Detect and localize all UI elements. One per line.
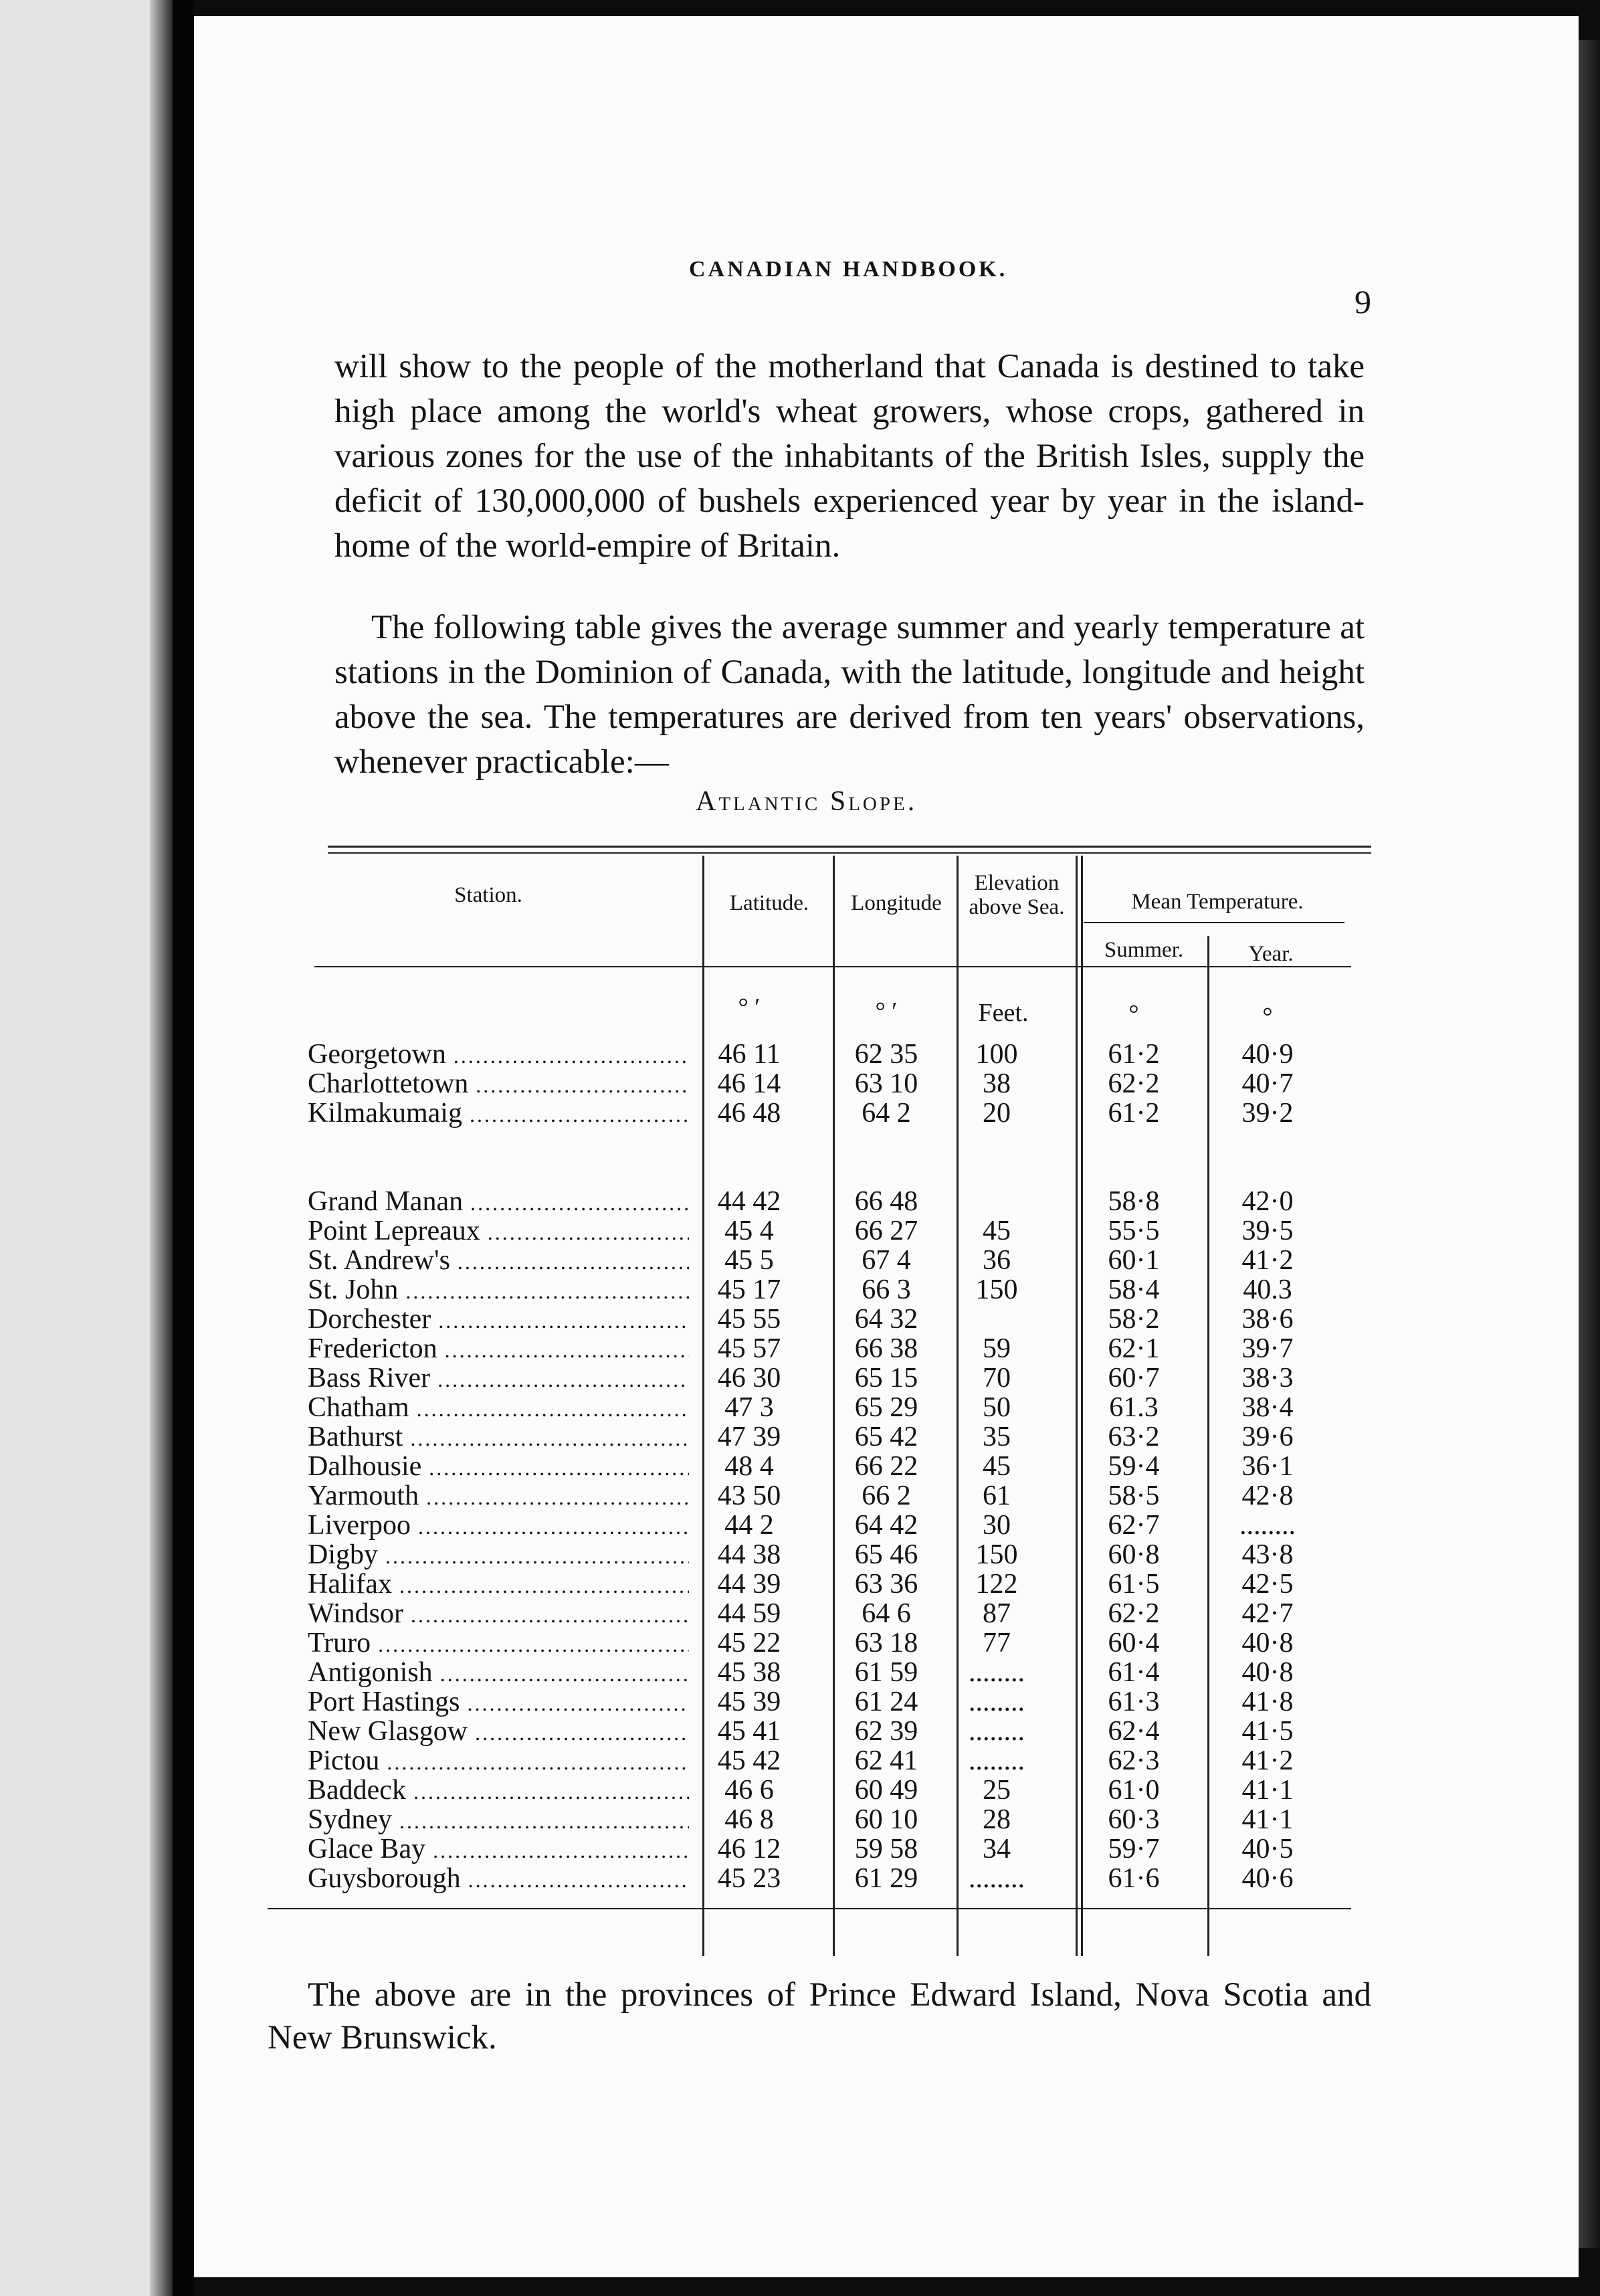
summer-temp-cell: 59·4 bbox=[1108, 1451, 1160, 1482]
station-name: Antigonish ..... bbox=[308, 1658, 689, 1689]
table-row bbox=[194, 1540, 1579, 1569]
elevation-cell: 45 bbox=[983, 1216, 1011, 1246]
latitude-cell: 45 23 bbox=[717, 1863, 781, 1894]
elevation-cell: ........ bbox=[969, 1657, 1025, 1688]
station-name: Chatham ..... bbox=[308, 1393, 689, 1424]
latitude-cell: 47 3 bbox=[724, 1392, 774, 1423]
year-temp-cell: 40·8 bbox=[1241, 1657, 1294, 1688]
latitude-cell: 46 48 bbox=[717, 1098, 781, 1129]
table-row bbox=[194, 1363, 1579, 1393]
elevation-cell: 100 bbox=[975, 1039, 1018, 1070]
latitude-cell: 45 4 bbox=[724, 1216, 774, 1246]
year-temp-cell: 42·0 bbox=[1241, 1186, 1294, 1217]
longitude-cell: 61 29 bbox=[854, 1863, 918, 1894]
table-row bbox=[194, 1569, 1579, 1599]
year-temp-cell: 40·5 bbox=[1241, 1834, 1294, 1864]
year-temp-cell: 41·5 bbox=[1241, 1716, 1294, 1747]
summer-temp-cell: 61·0 bbox=[1108, 1775, 1160, 1806]
year-temp-cell: 40·6 bbox=[1241, 1863, 1294, 1894]
year-temp-cell: 39·2 bbox=[1241, 1098, 1294, 1129]
station-name: Guysborough ..... bbox=[308, 1864, 689, 1895]
station-name: Truro ..... bbox=[308, 1628, 689, 1659]
table-row bbox=[194, 1776, 1579, 1805]
header-longitude: Longitude bbox=[851, 891, 942, 915]
latitude-cell: 46 8 bbox=[724, 1804, 774, 1835]
summer-temp-cell: 61·2 bbox=[1108, 1039, 1160, 1070]
longitude-cell: 60 49 bbox=[854, 1775, 918, 1806]
latitude-cell: 46 14 bbox=[717, 1068, 781, 1099]
elevation-cell: 61 bbox=[983, 1480, 1011, 1511]
adjacent-page-edge bbox=[0, 0, 173, 2296]
longitude-cell: 65 15 bbox=[854, 1363, 918, 1394]
year-temp-cell: 41·2 bbox=[1241, 1745, 1294, 1776]
elevation-cell: 36 bbox=[983, 1245, 1011, 1276]
longitude-cell: 65 29 bbox=[854, 1392, 918, 1423]
longitude-cell: 66 27 bbox=[854, 1216, 918, 1246]
table-row bbox=[194, 1187, 1579, 1216]
longitude-cell: 64 42 bbox=[854, 1510, 918, 1541]
summer-temp-cell: 61·5 bbox=[1108, 1569, 1160, 1600]
latitude-cell: 45 39 bbox=[717, 1687, 781, 1717]
year-temp-cell: 40·8 bbox=[1241, 1628, 1294, 1658]
year-temp-cell: 41·8 bbox=[1241, 1687, 1294, 1717]
elevation-cell: 34 bbox=[983, 1834, 1011, 1864]
elevation-cell: 150 bbox=[975, 1274, 1018, 1305]
header-year: Year. bbox=[1248, 942, 1294, 966]
table-row bbox=[194, 1628, 1579, 1658]
latitude-cell: 47 39 bbox=[717, 1422, 781, 1452]
header-summer: Summer. bbox=[1104, 938, 1184, 962]
summer-temp-cell: 62·2 bbox=[1108, 1068, 1160, 1099]
longitude-cell: 63 10 bbox=[854, 1068, 918, 1099]
summer-temp-cell: 55·5 bbox=[1108, 1216, 1160, 1246]
latitude-cell: 46 12 bbox=[717, 1834, 781, 1864]
station-name: Digby ..... bbox=[308, 1540, 689, 1571]
latitude-cell: 45 41 bbox=[717, 1716, 781, 1747]
summer-temp-cell: 59·7 bbox=[1108, 1834, 1160, 1864]
elevation-cell: 25 bbox=[983, 1775, 1011, 1806]
unit-longitude: ° ′ bbox=[875, 997, 898, 1026]
year-temp-cell: 39·7 bbox=[1241, 1333, 1294, 1364]
table-row bbox=[194, 1864, 1579, 1893]
station-name: Baddeck ..... bbox=[308, 1776, 689, 1806]
year-temp-cell: 42·8 bbox=[1241, 1480, 1294, 1511]
summer-temp-cell: 62·3 bbox=[1108, 1745, 1160, 1776]
latitude-cell: 45 5 bbox=[724, 1245, 774, 1276]
latitude-cell: 45 57 bbox=[717, 1333, 781, 1364]
table-row bbox=[194, 1805, 1579, 1834]
latitude-cell: 44 2 bbox=[724, 1510, 774, 1541]
latitude-cell: 46 6 bbox=[724, 1775, 774, 1806]
station-name: Dorchester ..... bbox=[308, 1305, 689, 1335]
longitude-cell: 62 41 bbox=[854, 1745, 918, 1776]
station-name: Yarmouth ..... bbox=[308, 1481, 689, 1512]
elevation-cell: ........ bbox=[969, 1863, 1025, 1894]
longitude-cell: 62 39 bbox=[854, 1716, 918, 1747]
station-name: Bathurst ..... bbox=[308, 1422, 689, 1453]
year-temp-cell: 40.3 bbox=[1243, 1274, 1292, 1305]
summer-temp-cell: 62·4 bbox=[1108, 1716, 1160, 1747]
unit-elevation: Feet. bbox=[978, 999, 1029, 1027]
summer-temp-cell: 61.3 bbox=[1109, 1392, 1159, 1423]
latitude-cell: 45 42 bbox=[717, 1745, 781, 1776]
header-latitude: Latitude. bbox=[729, 891, 809, 915]
station-name: Liverpoo ..... bbox=[308, 1511, 689, 1541]
summer-temp-cell: 61·2 bbox=[1108, 1098, 1160, 1129]
table-row bbox=[194, 1393, 1579, 1422]
year-temp-cell: 40·9 bbox=[1241, 1039, 1294, 1070]
summer-temp-cell: 60·7 bbox=[1108, 1363, 1160, 1394]
longitude-cell: 66 2 bbox=[862, 1480, 911, 1511]
longitude-cell: 65 42 bbox=[854, 1422, 918, 1452]
elevation-cell: 28 bbox=[983, 1804, 1011, 1835]
station-name: Bass River ..... bbox=[308, 1363, 689, 1394]
table-row bbox=[194, 1511, 1579, 1540]
year-temp-cell: 43·8 bbox=[1241, 1539, 1294, 1570]
latitude-cell: 45 22 bbox=[717, 1628, 781, 1658]
station-name: Kilmakumaig ..... bbox=[308, 1098, 689, 1129]
longitude-cell: 64 6 bbox=[862, 1598, 911, 1629]
table-row bbox=[194, 1746, 1579, 1776]
table-row bbox=[194, 1098, 1579, 1128]
mean-temp-subrule bbox=[1084, 922, 1344, 923]
latitude-cell: 44 39 bbox=[717, 1569, 781, 1600]
year-temp-cell: 42·5 bbox=[1241, 1569, 1294, 1600]
summer-temp-cell: 60·3 bbox=[1108, 1804, 1160, 1835]
table-row bbox=[194, 1834, 1579, 1864]
station-name: Point Lepreaux ..... bbox=[308, 1216, 689, 1247]
summer-temp-cell: 62·7 bbox=[1108, 1510, 1160, 1541]
page-number: 9 bbox=[1355, 283, 1371, 320]
latitude-cell: 44 38 bbox=[717, 1539, 781, 1570]
summer-temp-cell: 60·8 bbox=[1108, 1539, 1160, 1570]
latitude-cell: 45 55 bbox=[717, 1304, 781, 1335]
year-temp-cell: 38·3 bbox=[1241, 1363, 1294, 1394]
unit-year: ° bbox=[1262, 1003, 1273, 1031]
year-temp-cell: 39·6 bbox=[1241, 1422, 1294, 1452]
table-top-rule-2 bbox=[328, 852, 1371, 854]
longitude-cell: 66 48 bbox=[854, 1186, 918, 1217]
unit-summer: ° bbox=[1128, 1000, 1139, 1028]
table-footnote: The above are in the provinces of Prince Edward Island, Nova Scotia and New Brunswick. bbox=[268, 1976, 1371, 2056]
summer-temp-cell: 62·2 bbox=[1108, 1598, 1160, 1629]
table-row bbox=[194, 1452, 1579, 1481]
station-name: Grand Manan ..... bbox=[308, 1187, 689, 1218]
year-temp-cell: 40·7 bbox=[1241, 1068, 1294, 1099]
longitude-cell: 62 35 bbox=[854, 1039, 918, 1070]
station-name: St. Andrew's ..... bbox=[308, 1246, 689, 1276]
table-row bbox=[194, 1040, 1579, 1069]
year-temp-cell: 38·4 bbox=[1241, 1392, 1294, 1423]
table-bottom-rule bbox=[268, 1908, 1351, 1909]
elevation-cell: 70 bbox=[983, 1363, 1011, 1394]
elevation-cell: 35 bbox=[983, 1422, 1011, 1452]
summer-temp-cell: 60·4 bbox=[1108, 1628, 1160, 1658]
longitude-cell: 61 24 bbox=[854, 1687, 918, 1717]
table-row bbox=[194, 1481, 1579, 1511]
book-gutter bbox=[173, 0, 194, 2296]
running-header: CANADIAN HANDBOOK. bbox=[689, 257, 1008, 282]
table-row bbox=[194, 1422, 1579, 1452]
latitude-cell: 46 30 bbox=[717, 1363, 781, 1394]
year-temp-cell: 41·1 bbox=[1241, 1775, 1294, 1806]
summer-temp-cell: 58·2 bbox=[1108, 1304, 1160, 1335]
year-temp-cell: 39·5 bbox=[1241, 1216, 1294, 1246]
latitude-cell: 46 11 bbox=[718, 1039, 781, 1070]
table-row bbox=[194, 1305, 1579, 1334]
elevation-cell: ........ bbox=[969, 1745, 1025, 1776]
elevation-cell: 150 bbox=[975, 1539, 1018, 1570]
longitude-cell: 64 32 bbox=[854, 1304, 918, 1335]
elevation-cell: 59 bbox=[983, 1333, 1011, 1364]
summer-temp-cell: 62·1 bbox=[1108, 1333, 1160, 1364]
elevation-cell: ........ bbox=[969, 1687, 1025, 1717]
table-row bbox=[194, 1246, 1579, 1275]
longitude-cell: 63 18 bbox=[854, 1628, 918, 1658]
year-temp-cell: 38·6 bbox=[1241, 1304, 1294, 1335]
table-row bbox=[194, 1069, 1579, 1098]
section-title: Atlantic Slope. bbox=[696, 786, 918, 817]
latitude-cell: 43 50 bbox=[717, 1480, 781, 1511]
longitude-cell: 67 4 bbox=[862, 1245, 911, 1276]
elevation-cell: 122 bbox=[975, 1569, 1018, 1600]
station-name: Windsor ..... bbox=[308, 1599, 689, 1630]
table-row bbox=[194, 1216, 1579, 1246]
unit-latitude: ° ′ bbox=[738, 993, 761, 1022]
station-name: Glace Bay ..... bbox=[308, 1834, 689, 1865]
station-name: Halifax ..... bbox=[308, 1569, 689, 1600]
year-temp-cell: ........ bbox=[1239, 1510, 1296, 1541]
latitude-cell: 45 38 bbox=[717, 1657, 781, 1688]
paragraph-table-intro: The following table gives the average summer and yearly temperature at stations in the Dominion of Canada, with the latitude, longitude and height above the sea. The temperatures are derived from ten years' observations, whenever practicable:— bbox=[334, 609, 1365, 781]
station-name: Pictou ..... bbox=[308, 1746, 689, 1777]
longitude-cell: 61 59 bbox=[854, 1657, 918, 1688]
table-row bbox=[194, 1687, 1579, 1717]
summer-temp-cell: 58·5 bbox=[1108, 1480, 1160, 1511]
elevation-cell: 30 bbox=[983, 1510, 1011, 1541]
longitude-cell: 60 10 bbox=[854, 1804, 918, 1835]
station-name: Fredericton ..... bbox=[308, 1334, 689, 1365]
latitude-cell: 48 4 bbox=[724, 1451, 774, 1482]
station-name: Dalhousie ..... bbox=[308, 1452, 689, 1482]
longitude-cell: 59 58 bbox=[854, 1834, 918, 1864]
book-page bbox=[194, 16, 1579, 2277]
station-name: Charlottetown ..... bbox=[308, 1069, 689, 1100]
elevation-cell: 38 bbox=[983, 1068, 1011, 1099]
table-row bbox=[194, 1334, 1579, 1363]
station-name: New Glasgow ..... bbox=[308, 1717, 689, 1747]
year-temp-cell: 36·1 bbox=[1241, 1451, 1294, 1482]
longitude-cell: 66 3 bbox=[862, 1274, 911, 1305]
latitude-cell: 44 59 bbox=[717, 1598, 781, 1629]
station-name: St. John ..... bbox=[308, 1275, 689, 1306]
summer-temp-cell: 60·1 bbox=[1108, 1245, 1160, 1276]
paragraph-continuation: will show to the people of the motherland that Canada is destined to take high place among the world's wheat growers, whose crops, gathered in various zones for the use of the inhabitants of the British Isles, supply the deficit of 130,000,000 of bushels experienced year by year in the island-home of the world-empire of Britain. bbox=[334, 348, 1365, 565]
longitude-cell: 63 36 bbox=[854, 1569, 918, 1600]
table-row bbox=[194, 1717, 1579, 1746]
header-station: Station. bbox=[454, 883, 522, 907]
elevation-cell: ........ bbox=[969, 1716, 1025, 1747]
latitude-cell: 45 17 bbox=[717, 1274, 781, 1305]
summer-temp-cell: 61·4 bbox=[1108, 1657, 1160, 1688]
summer-temp-cell: 63·2 bbox=[1108, 1422, 1160, 1452]
station-name: Sydney ..... bbox=[308, 1805, 689, 1836]
elevation-cell: 20 bbox=[983, 1098, 1011, 1129]
station-name: Georgetown ..... bbox=[308, 1040, 689, 1070]
longitude-cell: 64 2 bbox=[862, 1098, 911, 1129]
elevation-cell: 45 bbox=[983, 1451, 1011, 1482]
longitude-cell: 66 22 bbox=[854, 1451, 918, 1482]
header-mean-temperature: Mean Temperature. bbox=[1131, 890, 1304, 914]
summer-temp-cell: 61·6 bbox=[1108, 1863, 1160, 1894]
summer-temp-cell: 61·3 bbox=[1108, 1687, 1160, 1717]
summer-temp-cell: 58·4 bbox=[1108, 1274, 1160, 1305]
year-temp-cell: 41·2 bbox=[1241, 1245, 1294, 1276]
station-name: Port Hastings ..... bbox=[308, 1687, 689, 1718]
year-temp-cell: 41·1 bbox=[1241, 1804, 1294, 1835]
table-top-rule bbox=[328, 846, 1371, 848]
table-row bbox=[194, 1275, 1579, 1305]
longitude-cell: 65 46 bbox=[854, 1539, 918, 1570]
table-row bbox=[194, 1599, 1579, 1628]
elevation-cell: 77 bbox=[983, 1628, 1011, 1658]
latitude-cell: 44 42 bbox=[717, 1186, 781, 1217]
longitude-cell: 66 38 bbox=[854, 1333, 918, 1364]
table-row bbox=[194, 1658, 1579, 1687]
elevation-cell: 87 bbox=[983, 1598, 1011, 1629]
header-elevation: Elevation above Sea. bbox=[969, 871, 1065, 919]
elevation-cell: 50 bbox=[983, 1392, 1011, 1423]
summer-temp-cell: 58·8 bbox=[1108, 1186, 1160, 1217]
year-temp-cell: 42·7 bbox=[1241, 1598, 1294, 1629]
